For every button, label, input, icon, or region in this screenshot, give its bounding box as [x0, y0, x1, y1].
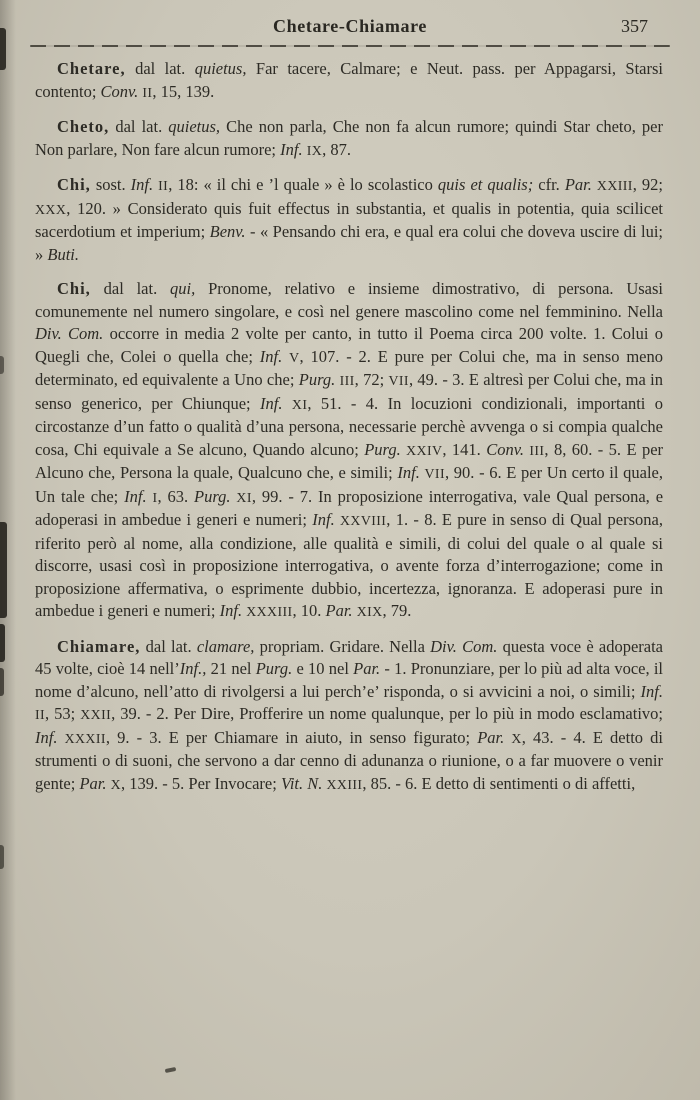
roman-numeral-citation: XXIV [406, 442, 443, 458]
body-text: , 8, 60. - 5. E per Alcuno che, Persona la quale, Qualcuno che, e simili; [35, 439, 664, 482]
roman-numeral-citation: XXX [35, 201, 67, 217]
body-text: questa voce è adoperata 45 volte, cioè 14 nell’ [35, 636, 663, 678]
body-text: , 72; [354, 370, 389, 389]
body-text: , 120. » Considerato quis fuit effectus in substantia, et qualis in potentia, quia scilicet sacerdotium et imperium; [35, 198, 663, 241]
body-text: dal lat. [109, 117, 169, 136]
body-text [283, 394, 292, 413]
body-text: , 87. [322, 139, 352, 159]
headword: Chi, [57, 175, 91, 194]
roman-numeral-citation: XXIII [326, 776, 363, 792]
italic-text: Purg. [255, 659, 293, 678]
roman-numeral-citation: XXXII [64, 730, 106, 746]
italic-text: Inf. [640, 681, 663, 701]
body-text: cfr. [533, 175, 565, 194]
roman-numeral-citation: II [142, 84, 153, 100]
body-text: , 51. - 4. In locuzioni condizionali, importanti o circostanze d’un fatto o qualità d’una persona, necessarie perchè avvenga o si compia qualche cosa, Chi equivale a Se alcuno, Quando alcuno; [35, 393, 664, 459]
italic-text: Div. Com. [35, 324, 104, 343]
headword: Chiamare, [57, 636, 141, 656]
roman-numeral-citation: IX [306, 142, 323, 158]
ink-mark [165, 1067, 177, 1073]
entries [35, 58, 663, 808]
italic-text: Inf. [259, 346, 283, 366]
binding-mark [0, 668, 4, 696]
roman-numeral-citation: XXIII [596, 178, 633, 193]
body-text: , 1. - 8. E pure in senso di Qual persona, riferito però al nome, alla condizione, alle qualità e simili, di colui del quale o al quale si discorre, usasi così in proposizione interrogativa, o avente forza d’interrogazione; come in proposizione affermativa, o esprimente dubbio, incertezza, ignoranza. E adoperasi pure in ambedue i generi e numeri; [35, 510, 663, 620]
roman-numeral-citation: XXII [80, 707, 112, 722]
italic-text: Par. [353, 659, 381, 678]
italic-text: Vit. N. [280, 773, 323, 793]
body-text: , 43. - 4. E detto di strumenti o di suoni, che servono a dar cenno di adunanza o riunione, o a far muovere o venir gente; [35, 727, 664, 793]
binding-mark [0, 356, 4, 374]
roman-numeral-citation: VII [424, 466, 445, 481]
body-text: sost. [90, 175, 131, 194]
body-text: , 53; [45, 704, 81, 723]
italic-text: clamare, [196, 636, 255, 656]
binding-mark [0, 845, 4, 869]
roman-numeral-citation: XXVIII [340, 513, 387, 528]
body-text: , 90. - 6. E per Un certo il quale, Un tale che; [35, 463, 663, 506]
body-text: , 15, 139. [152, 81, 215, 101]
entry-paragraph [35, 116, 663, 162]
header-rule [30, 45, 670, 47]
entry-paragraph [35, 636, 663, 797]
italic-text: Inf. [124, 486, 147, 506]
body-text: , 85. - 6. E detto di sentimenti o di affetti, [362, 773, 636, 793]
roman-numeral-citation: III [339, 373, 355, 388]
body-text: , 9. - 3. E per Chiamare in aiuto, in senso figurato; [105, 727, 478, 747]
body-text: , 139. - 5. Per Invocare; [121, 773, 281, 793]
body-text: occorre in media 2 volte per canto, in tutto il Poema circa 200 volte. 1. Colui o Quegli che, Colei o quella che; [35, 324, 663, 366]
body-text [57, 728, 64, 747]
roman-numeral-citation: II [35, 707, 46, 722]
roman-numeral-citation: X [110, 776, 122, 792]
body-text: dal lat. [90, 279, 171, 298]
entry-paragraph [35, 58, 663, 104]
body-text: Pronome, relativo e insieme dimostrativo, di persona. Usasi comunemente nel numero singolare, e così nel genere mascolino come nel femminino. Nella [35, 279, 664, 321]
italic-text: Par. [564, 175, 592, 194]
headword: Chetare, [57, 59, 126, 78]
body-text: , 141. [442, 439, 487, 459]
italic-text: quis et qualis; [437, 175, 534, 194]
body-text: - « Pensando chi era, e qual era colui che doveva uscire di lui; » [35, 222, 663, 264]
body-text: , 39. - 2. Per Dire, Profferire un nome qualunque, per lo più in modo esclamativo; [111, 704, 663, 723]
italic-text: Div. Com. [430, 636, 498, 656]
body-text: Far tacere, Calmare; e Neut. pass. per Appagarsi, Starsi contento; [35, 59, 663, 101]
body-text: propriam. Gridare. Nella [254, 636, 431, 656]
binding-mark [0, 624, 5, 662]
entry-paragraph [35, 174, 663, 266]
roman-numeral-citation: XXXIII [246, 604, 293, 619]
italic-text: Par. [79, 773, 107, 793]
body-text: Che non parla, Che non fa alcun rumore; quindi Star cheto, per Non parlare, Non fare alcun rumore; [35, 117, 663, 159]
italic-text: Inf. [219, 601, 243, 620]
italic-text: qui, [170, 279, 196, 298]
roman-numeral-citation: VII [388, 373, 409, 388]
body-text: 21 nel [206, 659, 256, 678]
roman-numeral-citation: XIX [356, 604, 383, 619]
binding-mark [0, 522, 7, 618]
italic-text: quietus, [168, 117, 221, 136]
italic-text: Purg. [194, 486, 231, 506]
roman-numeral-citation: XI [236, 489, 252, 505]
body-text: , 49. - 3. E altresì per Colui che, ma in senso generico, per Chiunque; [35, 370, 663, 413]
body-text: dal lat. [125, 59, 195, 78]
roman-numeral-citation: I [152, 489, 158, 505]
italic-text: quietus, [194, 59, 247, 78]
italic-text: Benv. [209, 222, 246, 241]
roman-numeral-citation: III [529, 442, 545, 458]
body-text: e 10 nel [292, 659, 354, 678]
body-text: , 99. - 7. In proposizione interrogativa, vale Qual persona, e adoperasi in ambedue i generi e numeri; [35, 486, 664, 529]
italic-text: Inf. [260, 393, 283, 413]
italic-text: Conv. [100, 81, 139, 101]
headword: Cheto, [57, 117, 110, 136]
italic-text: Inf. [280, 139, 303, 159]
italic-text: Conv. [486, 439, 524, 459]
italic-text: Par. [477, 727, 505, 747]
body-text: , 18: « il chi e ’l quale » è lo scolastico [168, 175, 438, 194]
italic-text: Purg. [298, 370, 336, 389]
body-text: , 10. [292, 601, 326, 620]
italic-text: Inf., [179, 659, 207, 678]
italic-text: Inf. [35, 727, 58, 747]
italic-text: Purg. [364, 439, 401, 459]
italic-text: Par. [325, 601, 353, 620]
body-text: - 1. Pronunziare, per lo più ad alta voce, il nome d’alcuno, nell’atto di rivolgersi a lui perch’e’ risponda, o si avvicini a noi, o simili; [35, 659, 664, 701]
italic-text: Inf. [130, 175, 154, 194]
headword: Chi, [57, 279, 91, 298]
roman-numeral-citation: XI [291, 396, 308, 412]
body-text: , 63. [157, 486, 195, 506]
italic-text: Inf. [397, 463, 420, 482]
body-text: , 79. [382, 601, 412, 620]
body-text: dal lat. [140, 636, 197, 656]
roman-numeral-citation: X [511, 730, 522, 746]
body-text: , 107. - 2. E pure per Colui che, ma in senso meno determinato, ed equivalente a Uno che; [35, 346, 663, 389]
entry-paragraph [35, 278, 663, 624]
body-text: , 92; [632, 175, 664, 194]
italic-text: Inf. [312, 510, 335, 529]
running-title: Chetare-Chiamare [273, 16, 427, 36]
roman-numeral-citation: V [289, 349, 300, 365]
page-number: 357 [621, 16, 648, 36]
italic-text: Buti. [47, 244, 79, 264]
page-header [0, 16, 700, 42]
roman-numeral-citation: II [158, 178, 169, 193]
